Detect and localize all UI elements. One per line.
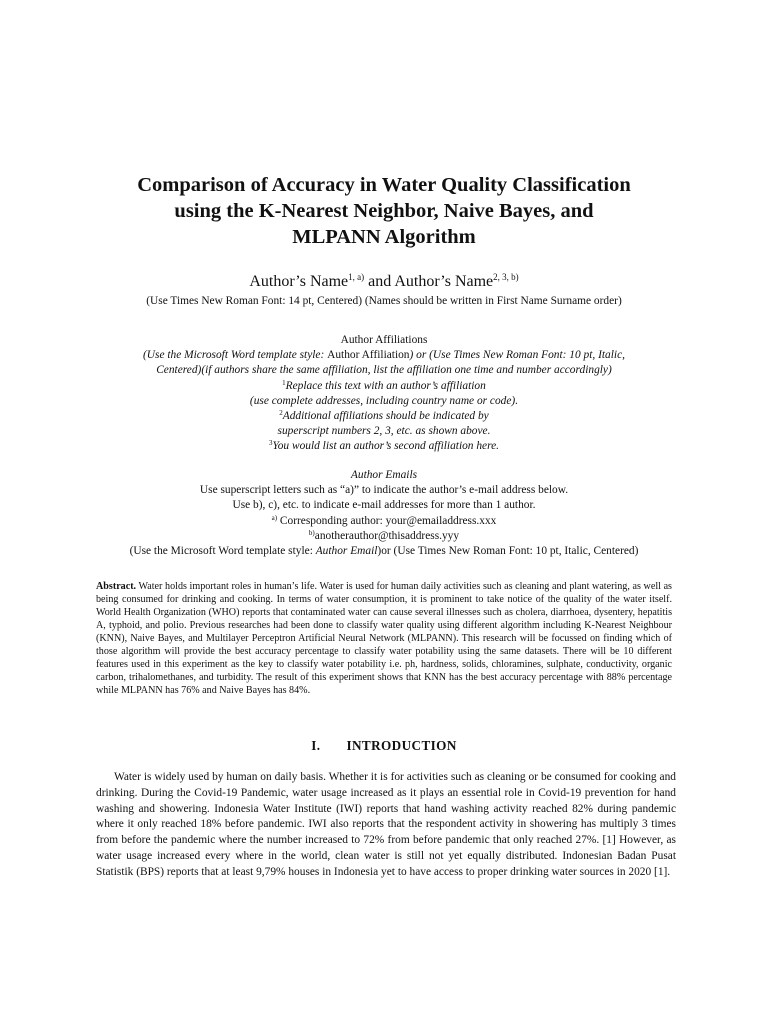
author-2-sup: 2, 3, b) [493, 272, 519, 282]
authors-format-note: (Use Times New Roman Font: 14 pt, Centered) (Names should be written in First Name Surname order) [146, 295, 622, 307]
emails-style-note [40, 544, 728, 559]
paper-title [60, 172, 708, 250]
title-line: Comparison of Accuracy in Water Quality Classification [137, 174, 631, 196]
emails-style-part: (Use the Microsoft Word template style: [129, 545, 316, 558]
section-title: INTRODUCTION [346, 738, 457, 753]
affiliation-3-text: You would list an author’s second affiliation here. [272, 440, 500, 453]
affiliation-1-text-2: (use complete addresses, including country name or code). [249, 394, 519, 407]
abstract-text: Water holds important roles in human’s life. Water is used for human daily activities such as cleaning and plant watering, as well as being consumed for drinking and cooking. In terms of water consumption, it is prominent to take notice of the quality of the water itself. World Health Organization (WHO) reports that contaminated water can cause several illnesses such as cholera, diarrhoea, dysentery, hepatitis A, typhoid, and polio. Previous researches had been done to classify water quality using different algorithm including K-Nearest Neighbour (KNN), Naive Bayes, and Multilayer Perceptron Artificial Neural Network (MLPANN). This research will be focussed on finding which of those algorithm will provide the best accuracy percentage to classify water potability using the same datasets. There will be 10 different features used in this experiment as the key to classify water potability i.e. ph, hardness, solids, chloramines, sulphate, conductivity, organic carbon, trihalomethanes, and turbidity. The result of this experiment shows that KNN has the best accuracy percentage with 88% percentage while MLPANN has 76% and Naive Bayes has 84%. [96, 581, 672, 696]
email-2 [40, 529, 728, 544]
affiliation-2 [40, 409, 728, 424]
title-line: using the K-Nearest Neighbor, Naive Bayes, and [174, 200, 594, 222]
emails-style-part: Author Email [315, 545, 378, 558]
emails-style-part: )or (Use Times New Roman Font: 10 pt, Italic, Centered) [377, 545, 639, 558]
email-1-text: Corresponding author: your@emailaddress.xxx [277, 514, 497, 527]
style-note-part: ) or [409, 349, 430, 362]
emails-instruction-2: Use b), c), etc. to indicate e-mail addresses for more than 1 author. [232, 499, 536, 512]
section-number: I. [311, 738, 321, 753]
style-note-part: (Use Times New Roman Font: 10 pt, Italic, [429, 349, 625, 362]
affiliation-3 [40, 439, 728, 454]
author-affiliations [40, 333, 728, 455]
author-names [60, 272, 708, 292]
email-2-text: anotherauthor@thisaddress.yyy [314, 529, 460, 542]
affiliations-style-note-2: Centered)(if authors share the same affiliation, list the affiliation one time and number accordingly) [156, 364, 612, 377]
emails-instruction-1: Use superscript letters such as “a)” to indicate the author’s e-mail address below. [199, 484, 569, 497]
affiliation-2-text-2: superscript numbers 2, 3, etc. as shown above. [277, 425, 491, 438]
email-2-sup: b) [308, 528, 315, 537]
style-note-part: (Use the Microsoft Word template style: [143, 349, 328, 362]
author-conjunction: and [364, 273, 395, 290]
abstract-label: Abstract. [96, 581, 137, 592]
email-1 [40, 514, 728, 529]
affiliation-3-sup: 3 [268, 439, 273, 448]
affiliation-1-sup: 1 [282, 378, 286, 387]
affiliation-2-text: Additional affiliations should be indicated by [282, 410, 489, 423]
style-note-part: Author Affiliation [327, 349, 410, 362]
author-emails [40, 468, 728, 559]
affiliation-1 [40, 379, 728, 394]
section-heading [60, 738, 708, 754]
emails-heading: Author Emails [350, 469, 418, 481]
title-line: MLPANN Algorithm [292, 226, 476, 248]
affiliations-style-note [40, 348, 728, 363]
affiliation-2-sup: 2 [279, 409, 283, 418]
author-2-name: Author’s Name [394, 273, 494, 290]
affiliation-1-text: Replace this text with an author’s affiliation [285, 379, 486, 392]
author-1-name: Author’s Name [249, 273, 349, 290]
author-1-sup: 1, a) [348, 272, 365, 282]
abstract [96, 580, 672, 697]
intro-paragraph: Water is widely used by human on daily basis. Whether it is for activities such as cleaning or be consumed for cooking and drinking. During the Covid-19 Pandemic, water usage increased as it plays an essential role in Covid-19 prevention for hand washing and showering. Indonesia Water Institute (IWI) reports that hand washing activity reached 82% during pandemic where it only reached 18% before pandemic. IWI also reports that the respondent activity in showering has multiply 3 times from before the pandemic where the number increased to 72% from before pandemic that only reached 27%. [1] However, as water usage increased every where in the world, clean water is still not yet equally distributed. Indonesian Badan Pusat Statistik (BPS) reports that at least 9,79% houses in Indonesia yet to have access to proper drinking water sources in 2020 [1]. [96, 771, 676, 878]
affiliations-heading: Author Affiliations [340, 334, 428, 346]
email-1-sup: a) [271, 513, 278, 522]
